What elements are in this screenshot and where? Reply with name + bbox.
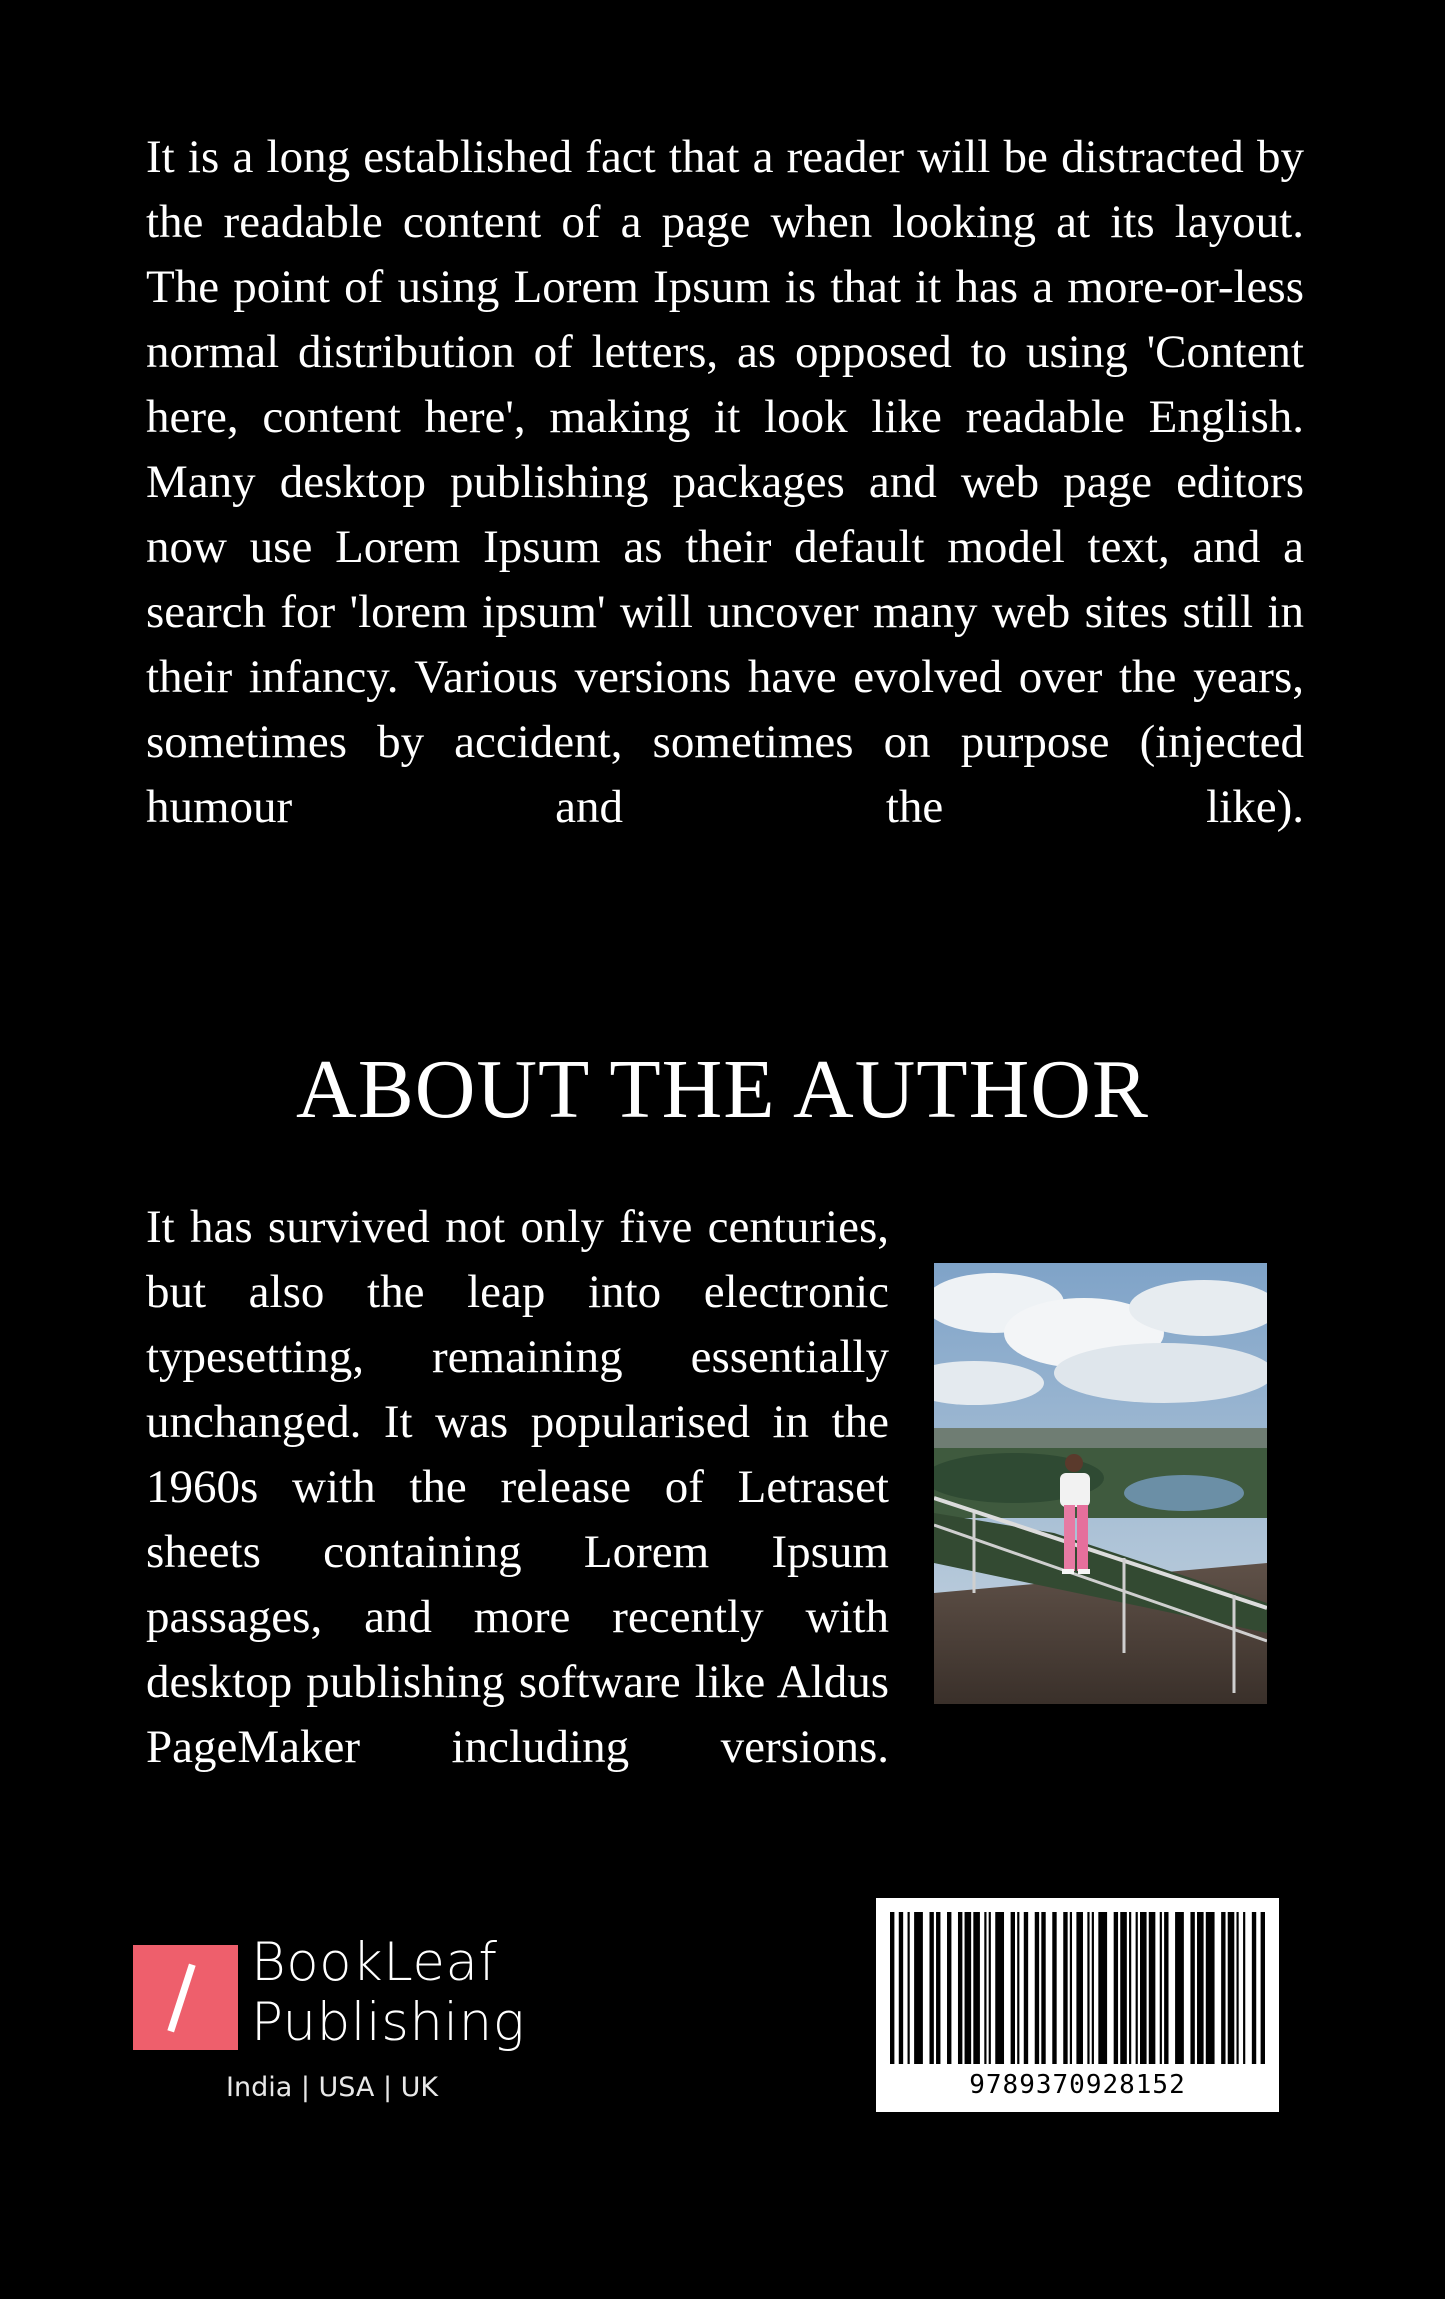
barcode-bar	[973, 1912, 980, 2064]
barcode-bar	[1035, 1912, 1039, 2064]
barcode-bar	[1221, 1912, 1225, 2064]
barcode-bar	[929, 1912, 933, 2064]
publisher-logo	[133, 1932, 533, 2111]
barcode-bar	[995, 1912, 1004, 2064]
barcode-bar	[1087, 1912, 1089, 2064]
barcode-bar	[1070, 1912, 1072, 2064]
barcode-bar	[1114, 1912, 1118, 2064]
barcode-bar	[908, 1912, 910, 2064]
barcode-bar	[1011, 1912, 1015, 2064]
barcode-bar	[1076, 1912, 1083, 2064]
barcode-bar	[947, 1912, 951, 2064]
barcode-bar	[1092, 1912, 1094, 2064]
barcode-bar	[936, 1912, 940, 2064]
barcode-bar	[965, 1912, 972, 2064]
barcode-bar	[989, 1912, 991, 2064]
barcode-bar	[1243, 1912, 1245, 2064]
barcode-bar	[1052, 1912, 1056, 2064]
publisher-regions: India | USA | UK	[226, 2072, 439, 2103]
barcode-bar	[1252, 1912, 1256, 2064]
barcode-bar	[1261, 1912, 1265, 2064]
barcode-bar	[958, 1912, 962, 2064]
barcode-bar	[1206, 1912, 1215, 2064]
barcode-bar	[1120, 1912, 1127, 2064]
publisher-name	[251, 1933, 525, 2053]
author-bio: It has survived not only five centuries, but also the leap into electronic typesetting, remaining essentially unchanged. It was popularised in the 1960s with the release of Letraset sheets containing Lorem Ipsum passages, and more recently with desktop publishing software like Aldus PageMaker including versions.	[146, 1201, 889, 1773]
about-the-author-heading: ABOUT THE AUTHOR	[296, 1043, 1149, 1136]
barcode-bar	[1164, 1912, 1168, 2064]
barcode-bar	[1098, 1912, 1107, 2064]
barcode-bar	[1017, 1912, 1019, 2064]
barcode-bar	[890, 1912, 894, 2064]
barcode-bar	[1160, 1912, 1162, 2064]
back-cover-blurb: It is a long established fact that a reader will be distracted by the readable content of a page when looking at its layout. The point of using Lorem Ipsum is that it has a more-or-less normal distribution of letters, as opposed to using 'Content here, content here', making it look like readable English. Many desktop publishing packages and web page editors now use Lorem Ipsum as their default model text, and a search for 'lorem ipsum' will uncover many web sites still in their infancy. Various versions have evolved over the years, sometimes by accident, sometimes on purpose (injected humour and the like).	[146, 131, 1304, 833]
barcode-bar	[899, 1912, 903, 2064]
barcode-bar	[1190, 1912, 1194, 2064]
barcode-bar	[914, 1912, 923, 2064]
barcode-bar	[984, 1912, 986, 2064]
barcode-bar	[1149, 1912, 1156, 2064]
barcode-bar	[1140, 1912, 1147, 2064]
publisher-name-line2: Publishing	[251, 1992, 526, 2053]
barcode-bar	[1197, 1912, 1204, 2064]
barcode-bar	[1228, 1912, 1235, 2064]
bookleaf-logo-icon	[133, 1945, 238, 2050]
isbn-barcode	[876, 1898, 1279, 2112]
barcode-bar	[1129, 1912, 1131, 2064]
author-photo	[934, 1263, 1267, 1704]
barcode-bar	[1024, 1912, 1028, 2064]
isbn-number: 9789370928152	[969, 2070, 1186, 2100]
barcode-bar	[1136, 1912, 1138, 2064]
barcode-bar	[1041, 1912, 1045, 2064]
barcode-bar	[1236, 1912, 1238, 2064]
barcode-bar	[1175, 1912, 1184, 2064]
publisher-name-line1: BookLeaf	[251, 1932, 498, 1993]
barcode-bar	[1063, 1912, 1067, 2064]
